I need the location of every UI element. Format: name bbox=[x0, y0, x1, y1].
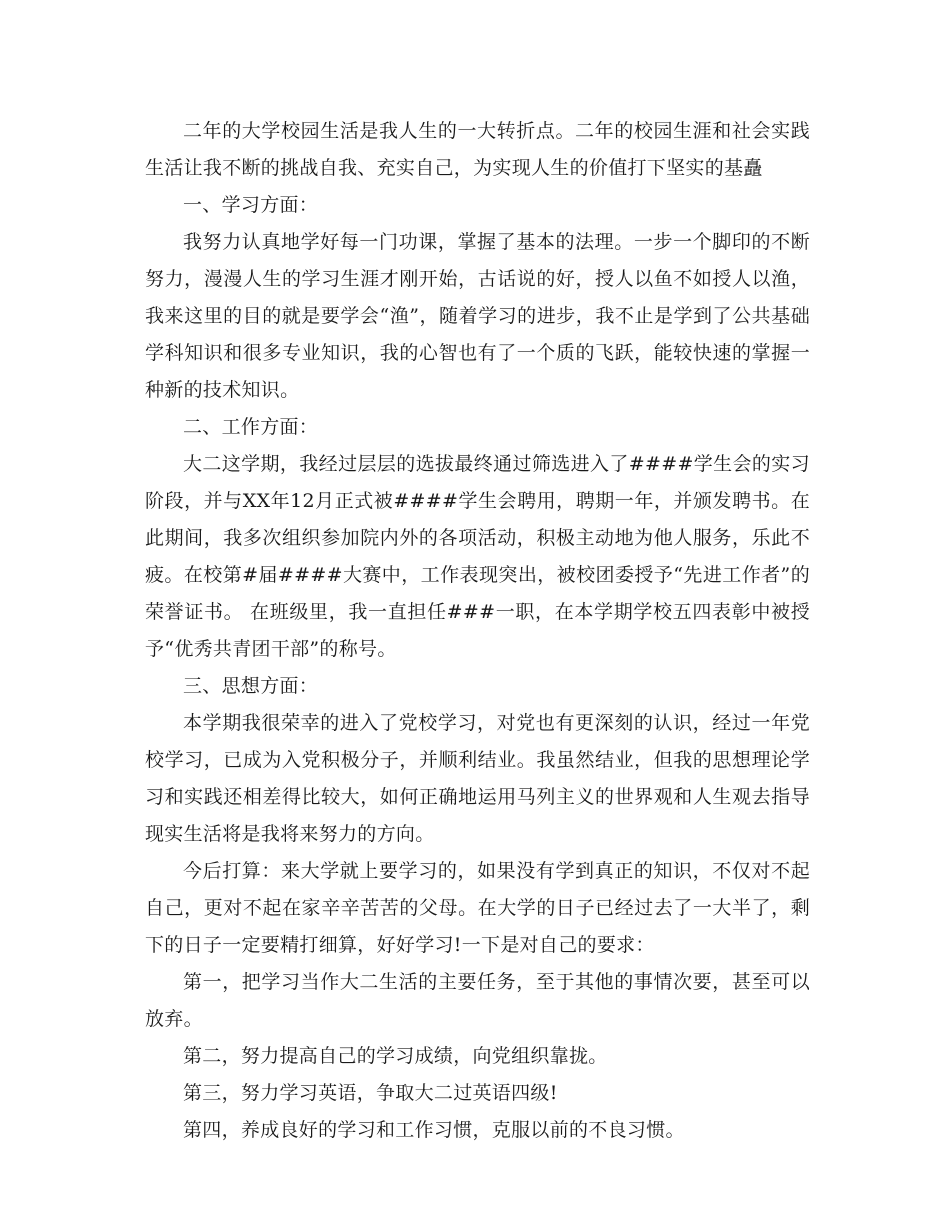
intro-paragraph: 二年的大学校园生活是我人生的一大转折点。二年的校园生涯和社会实践生活让我不断的挑战自我、充实自己，为实现人生的价值打下坚实的基矗 bbox=[145, 120, 810, 179]
study-paragraph: 我努力认真地学好每一门功课，掌握了基本的法理。一步一个脚印的不断努力，漫漫人生的学习生涯才刚开始，古话说的好，授人以鱼不如授人以渔，我来这里的目的就是要学会“渔”，随着学习的进步，我不止是学到了公共基础学科知识和很多专业知识，我的心智也有了一个质的飞跃，能较快速的掌握一种新的技术知识。 bbox=[145, 231, 810, 401]
work-paragraph: 大二这学期，我经过层层的选拔最终通过筛选进入了####学生会的实习阶段，并与XX年12月正式被####学生会聘用，聘期一年，并颁发聘书。在此期间，我多次组织参加院内外的各项活动，积极主动地为他人服务，乐此不疲。在校第#届####大赛中，工作表现突出，被校团委授予“先进工作者”的荣誉证书。 在班级里，我一直担任###一职，在本学期学校五四表彰中被授予“优秀共青团干部”的称号。 bbox=[145, 453, 810, 660]
goal-item-3: 第三，努力学习英语，争取大二过英语四级! bbox=[183, 1082, 558, 1104]
document-body bbox=[145, 113, 810, 1149]
plan-paragraph: 今后打算：来大学就上要学习的，如果没有学到真正的知识，不仅对不起自己，更对不起在家辛辛苦苦的父母。在大学的日子已经过去了一大半了，剩下的日子一定要精打细算，好好学习!一下是对自己的要求： bbox=[145, 860, 810, 956]
section-heading-study: 一、学习方面： bbox=[183, 194, 319, 216]
goal-item-4: 第四，养成良好的学习和工作习惯，克服以前的不良习惯。 bbox=[183, 1119, 685, 1141]
goal-item-2: 第二，努力提高自己的学习成绩，向党组织靠拢。 bbox=[183, 1045, 608, 1067]
section-heading-thought: 三、思想方面： bbox=[183, 675, 319, 697]
thought-paragraph: 本学期我很荣幸的进入了党校学习，对党也有更深刻的认识，经过一年党校学习，已成为入党积极分子，并顺利结业。我虽然结业，但我的思想理论学习和实践还相差得比较大，如何正确地运用马列主义的世界观和人生观去指导现实生活将是我将来努力的方向。 bbox=[145, 712, 810, 845]
section-heading-work: 二、工作方面： bbox=[183, 416, 319, 438]
goal-item-1: 第一，把学习当作大二生活的主要任务，至于其他的事情次要，甚至可以放弃。 bbox=[145, 971, 810, 1030]
